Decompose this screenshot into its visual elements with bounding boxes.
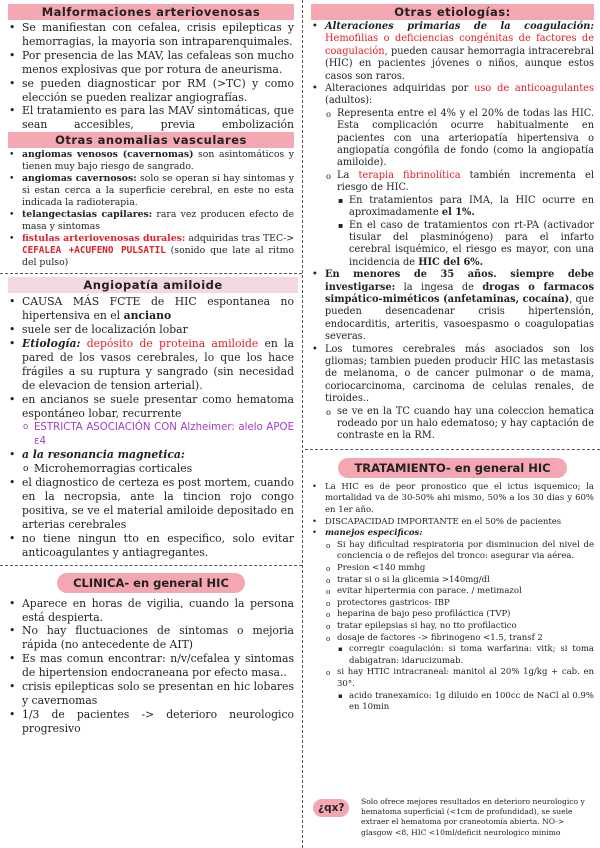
list-item: • La HIC es de peor pronostico que el ictus isquemico; la mortalidad va de 30-50% ahi mismo, 50% a los 30 dias y 60% en 1er año. <box>311 482 594 517</box>
section-divider <box>0 273 302 274</box>
list-item: • DISCAPACIDAD IMPORTANTE en el 50% de pacientes <box>311 517 594 529</box>
tratamiento-list <box>311 482 594 714</box>
list-item: • angiomas venosos (cavernomas) son asintomáticos y tienen muy bajo riesgo de sangrado. <box>8 149 294 173</box>
right-column <box>305 0 600 848</box>
list-item: • CAUSA MÁS FCTE de HIC espontanea no hipertensiva en el anciano <box>8 295 294 323</box>
malformaciones-list <box>8 21 294 131</box>
list-item: • angiomas cavernosos: solo se operan si hay sintomas y si estan cerca a la superficie cerebral, en este no esta indicada la radioterapia. <box>8 173 294 209</box>
sub-list <box>325 540 594 714</box>
sub-sub-list <box>337 644 594 667</box>
list-item: • no tiene ningun tto en especifico, solo evitar anticoagulantes y antiagregantes. <box>8 532 294 560</box>
qx-badge: ¿qx? <box>313 799 349 817</box>
list-item: o dosaje de factores -> fibrinogeno <1.5, transf 2 ▪ corregir coagulación: si toma warfarina: vitk; si toma dabigatran: idarucizumab. <box>325 633 594 668</box>
list-item: ▪ acido tranexamico: 1g diluido en 100cc de NaCl al 0.9% en 10min <box>337 691 594 714</box>
list-item: ▪ En tratamientos para IMA, la HIC ocurre en aproximadamente el 1%. <box>337 195 594 220</box>
list-item: ▪ En el caso de tratamientos con rt-PA (activador tisular del plasminógeno) para el infarto cerebral isquémico, el riesgo es mayor, con una incidencia de HIC del 6%. <box>337 220 594 270</box>
otras-anomalias-list <box>8 149 294 269</box>
list-item: • en ancianos se suele presentar como hematoma espontáneo lobar, recurrente o ESTRICTA ASOCIACIÓN CON Alzheimer: alelo APOE ε4 <box>8 393 294 449</box>
list-item: • a la resonancia magnetica: o Microhemorragias corticales <box>8 448 294 476</box>
tratamiento-title-wrap <box>311 457 594 478</box>
list-item: • telangectasias capilares: rara vez producen efecto de masa y sintomas <box>8 209 294 233</box>
list-item: • No hay fluctuaciones de sintomas o mejoria rápida (no antecedente de AIT) <box>8 624 294 652</box>
section-title-otras-anomalias: Otras anomalias vasculares <box>8 132 294 148</box>
section-malformaciones <box>8 4 294 131</box>
sub-sub-list <box>337 691 594 714</box>
list-item: o Presion <140 mmhg <box>325 563 594 575</box>
section-divider <box>0 565 302 566</box>
section-otras-anomalias <box>8 132 294 269</box>
list-item: o Microhemorragias corticales <box>22 462 294 476</box>
list-item: • suele ser de localización lobar <box>8 323 294 337</box>
list-item: o tratar si o si la glicemia >140mg/dl <box>325 575 594 587</box>
sub-list <box>325 108 594 269</box>
list-item: • 1/3 de pacientes -> deterioro neurologico progresivo <box>8 708 294 736</box>
sub-list <box>22 462 294 476</box>
list-item: o si hay HTIC intracraneal: manitol al 20% 1g/kg + cab. en 30°. ▪ acido tranexamico: 1g diluido en 100cc de NaCl al 0.9% en 10min <box>325 667 594 713</box>
list-item: • Alteraciones primarias de la coagulación: Hemofilias o deficiencias congénitas de factores de coagulación, pueden causar hemorragia intracerebral (HIC) en pacientes jóvenes o niños, aunque estos casos son raros. <box>311 21 594 83</box>
sub-list <box>325 406 594 443</box>
section-clinica <box>8 572 294 736</box>
list-item: • Etiología: depósito de proteina amiloide en la pared de los vasos cerebrales, lo que los hace frágiles a su ruptura y sangrado (sin necesidad de elevacion de tension arterial). <box>8 337 294 393</box>
list-item: • manejos especificos: o Si hay dificultad respiratoria por disminucion del nivel de conciencia o de reflejos del tronco: asegurar via aérea. o Presion <140 mmhg o tratar si o si la glicemia >140mg/dl o evitar hipertermia con parace. / metimazol o protectores gastricos- IBP o heparina de bajo peso profiláctica (TVP) o tratar epilepsias si hay, no tto profilactico o dosaje de factores -> fibrinogeno <1.5, transf 2 ▪ corregir coagulación: si toma warfarina: vitk; si toma dabigatran: idarucizumab. o si hay HTIC intracraneal: manitol al 20% 1g/kg + cab. en 30°. ▪ acido tranexamico: 1g diluido en 100cc de NaCl al 0.9% en 10min <box>311 528 594 714</box>
section-title-tratamiento: TRATAMIENTO- en general HIC <box>338 458 566 478</box>
list-item: • crisis epilepticas solo se presentan en hic lobares y cavernomas <box>8 680 294 708</box>
otras-etiologias-list <box>311 21 594 443</box>
section-title-angiopatia: Angiopatía amiloide <box>8 277 298 293</box>
angiopatia-list <box>8 295 294 559</box>
list-item: • fistulas arteriovenosas durales: adquiridas tras TEC-> CEFALEA +ACUFENO PULSATIL (sonido que late al ritmo del pulso) <box>8 233 294 269</box>
list-item: o Representa entre el 4% y el 20% de todas las HIC. Esta complicación ocurre habitualmente en pacientes con una arteriopatía hipertensiva o angiopatía congófila de fondo (como la angiopatía amiloide). <box>325 108 594 170</box>
list-item: o Si hay dificultad respiratoria por disminucion del nivel de conciencia o de reflejos del tronco: asegurar via aérea. <box>325 540 594 563</box>
clinica-title-wrap <box>8 572 294 593</box>
list-item: o se ve en la TC cuando hay una coleccion hematica rodeado por un halo edematoso; y hay captación de contraste en la RM. <box>325 406 594 443</box>
list-item: o La terapia fibrinolítica también incrementa el riesgo de HIC. ▪ En tratamientos para IMA, la HIC ocurre en aproximadamente el 1%. ▪ En el caso de tratamientos con rt-PA (activador tisular del plasminógeno) para el infarto cerebral isquémico, el riesgo es mayor, con una incidencia de HIC del 6%. <box>325 170 594 269</box>
section-title-otras-etiologias: Otras etiologías: <box>311 4 594 20</box>
list-item: • Alteraciones adquiridas por uso de anticoagulantes (adultos): o Representa entre el 4% y el 20% de todas las HIC. Esta complicación ocurre habitualmente en pacientes con una arteriopatía hipertensiva o angiopatía congófila de fondo (como la angiopatía amiloide). o La terapia fibrinolítica también incrementa el riesgo de HIC. ▪ En tratamientos para IMA, la HIC ocurre en aproximadamente el 1%. ▪ En el caso de tratamientos con rt-PA (activador tisular del plasminógeno) para el infarto cerebral isquémico, el riesgo es mayor, con una incidencia de HIC del 6%. <box>311 83 594 269</box>
list-item: o evitar hipertermia con parace. / metimazol <box>325 586 594 598</box>
qx-note: Solo ofrece mejores resultados en deterioro neurologico y hematoma superficial (<1cm de profundidad), se suele extraer el hematoma por craneotomía abierta. NO-> glasgow <8, HIC <10ml/deficit neurologico minimo <box>361 797 585 837</box>
list-item: • Por presencia de las MAV, las cefaleas son mucho menos explosivas que por rotura de aneurisma. <box>8 49 294 77</box>
list-item: • el diagnostico de certeza es post mortem, cuando en la necropsia, ante la tincion rojo congo positiva, se ve el material amiloide depositado en arterias cerebrales <box>8 476 294 532</box>
section-title-malformaciones: Malformaciones arteriovenosas <box>8 4 294 20</box>
sub-list <box>22 421 294 449</box>
list-item: • Es mas comun encontrar: n/v/cefalea y sintomas de hipertension endocraneana por efecto masa.. <box>8 652 294 680</box>
section-angiopatia <box>8 277 294 559</box>
section-divider <box>305 449 600 450</box>
list-item: o ESTRICTA ASOCIACIÓN CON Alzheimer: alelo APOE ε4 <box>22 421 294 449</box>
section-tratamiento <box>311 457 594 714</box>
list-item: o protectores gastricos- IBP <box>325 598 594 610</box>
list-item: • Se manifiestan con cefalea, crisis epilepticas y hemorragias, la mayoria son intraparenquimales. <box>8 21 294 49</box>
list-item: o heparina de bajo peso profiláctica (TVP) <box>325 609 594 621</box>
list-item: ▪ corregir coagulación: si toma warfarina: vitk; si toma dabigatran: idarucizumab. <box>337 644 594 667</box>
sub-sub-list <box>337 195 594 269</box>
list-item: • Aparece en horas de vigilia, cuando la persona está despierta. <box>8 597 294 625</box>
list-item: • En menores de 35 años. siempre debe investigarse: la ingesa de drogas o farmacos simpático-miméticos (anfetaminas, cocaína), que pueden desencadenar crisis hipertensión, endocarditis, arteritis, vasoespasmo o coagulopatias severas. <box>311 269 594 343</box>
section-title-clinica: CLINICA- en general HIC <box>57 573 245 593</box>
list-item: • se pueden diagnosticar por RM (>TC) y como elección se pueden realizar angiografías. <box>8 77 294 105</box>
clinica-list <box>8 597 294 736</box>
list-item: • Los tumores cerebrales más asociados son los gliomas; tambien pueden producir HIC las metastasis de melanoma, o de cancer pulmonar o de mama, coriocarcinoma, carcinoma de celulas renales, de tiroides.. o se ve en la TC cuando hay una coleccion hematica rodeado por un halo edematoso; y hay captación de contraste en la RM. <box>311 344 594 443</box>
section-otras-etiologias <box>311 4 594 443</box>
list-item: o tratar epilepsias si hay, no tto profilactico <box>325 621 594 633</box>
column-divider <box>302 0 303 848</box>
list-item: • El tratamiento es para las MAV sintomáticas, que sean accesibles, previa embolización <box>8 104 294 131</box>
